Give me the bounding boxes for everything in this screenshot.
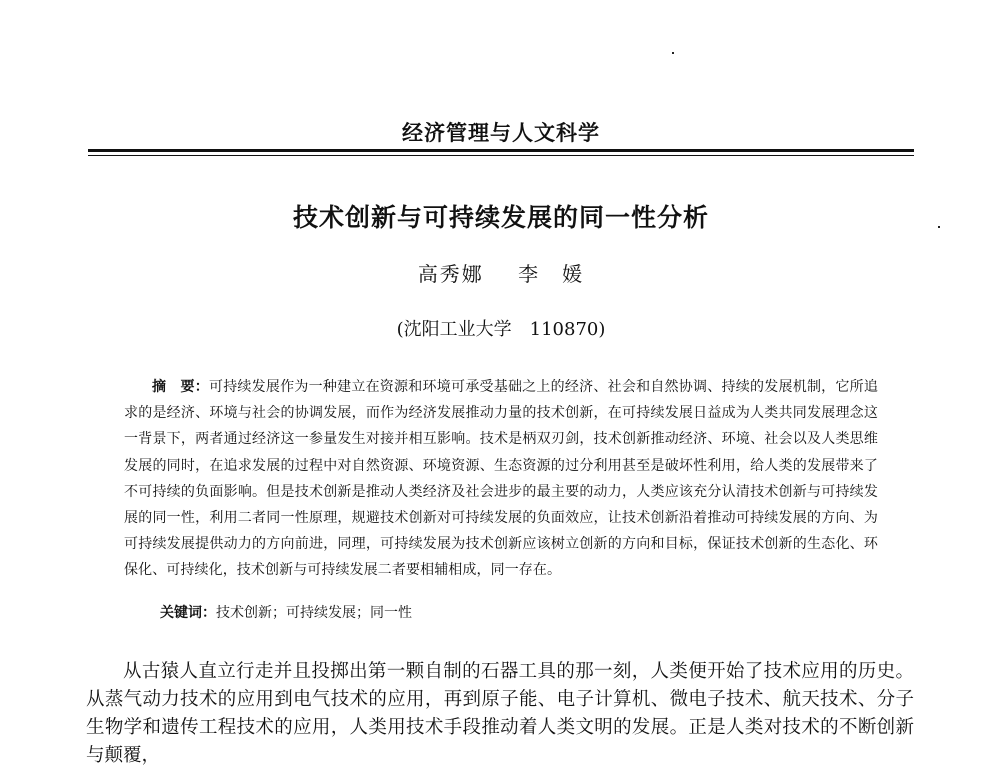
body-paragraph: 从古猿人直立行走并且投掷出第一颗自制的石器工具的那一刻，人类便开始了技术应用的历史。从蒸气动力技术的应用到电气技术的应用，再到原子能、电子计算机、微电子技术、航天技术、分子生物学和遗传工程技术的应用，人类用技术手段推动着人类文明的发展。正是人类对技术的不断创新与颠覆， <box>86 661 914 766</box>
author-name: 李 媛 <box>518 262 585 286</box>
abstract <box>124 374 878 584</box>
abstract-label: 摘 要： <box>152 379 209 395</box>
header-rule-thin <box>88 155 914 156</box>
scan-speck <box>672 52 674 54</box>
scan-speck <box>938 226 940 228</box>
author-affiliation: (沈阳工业大学 110870) <box>396 319 606 340</box>
header-rule-thick <box>88 149 914 152</box>
author-name: 高秀娜 <box>417 262 484 286</box>
abstract-text: 可持续发展作为一种建立在资源和环境可承受基础之上的经济、社会和自然协调、持续的发展机制，它所追求的是经济、环境与社会的协调发展，而作为经济发展推动力量的技术创新，在可持续发展日益成为人类共同发展理念这一背景下，两者通过经济这一参量发生对接并相互影响。技术是柄双刃剑，技术创新推动经济、环境、社会以及人类思维发展的同时，在追求发展的过程中对自然资源、环境资源、生态资源的过分利用甚至是破坏性利用，给人类的发展带来了不可持续的负面影响。但是技术创新是推动人类经济及社会进步的最主要的动力，人类应该充分认清技术创新与可持续发展的同一性，利用二者同一性原理，规避技术创新对可持续发展的负面效应，让技术创新沿着推动可持续发展的方向、为可持续发展提供动力的方向前进，同理，可持续发展为技术创新应该树立创新的方向和目标，保证技术创新的生态化、环保化、可持续化，技术创新与可持续发展二者要相辅相成，同一存在。 <box>124 379 878 579</box>
author-list <box>88 258 914 287</box>
keywords <box>160 602 880 622</box>
keywords-label: 关键词： <box>160 605 216 621</box>
keywords-text: 技术创新；可持续发展；同一性 <box>216 605 412 621</box>
article-title: 技术创新与可持续发展的同一性分析 <box>292 203 709 232</box>
section-header: 经济管理与人文科学 <box>402 121 600 145</box>
